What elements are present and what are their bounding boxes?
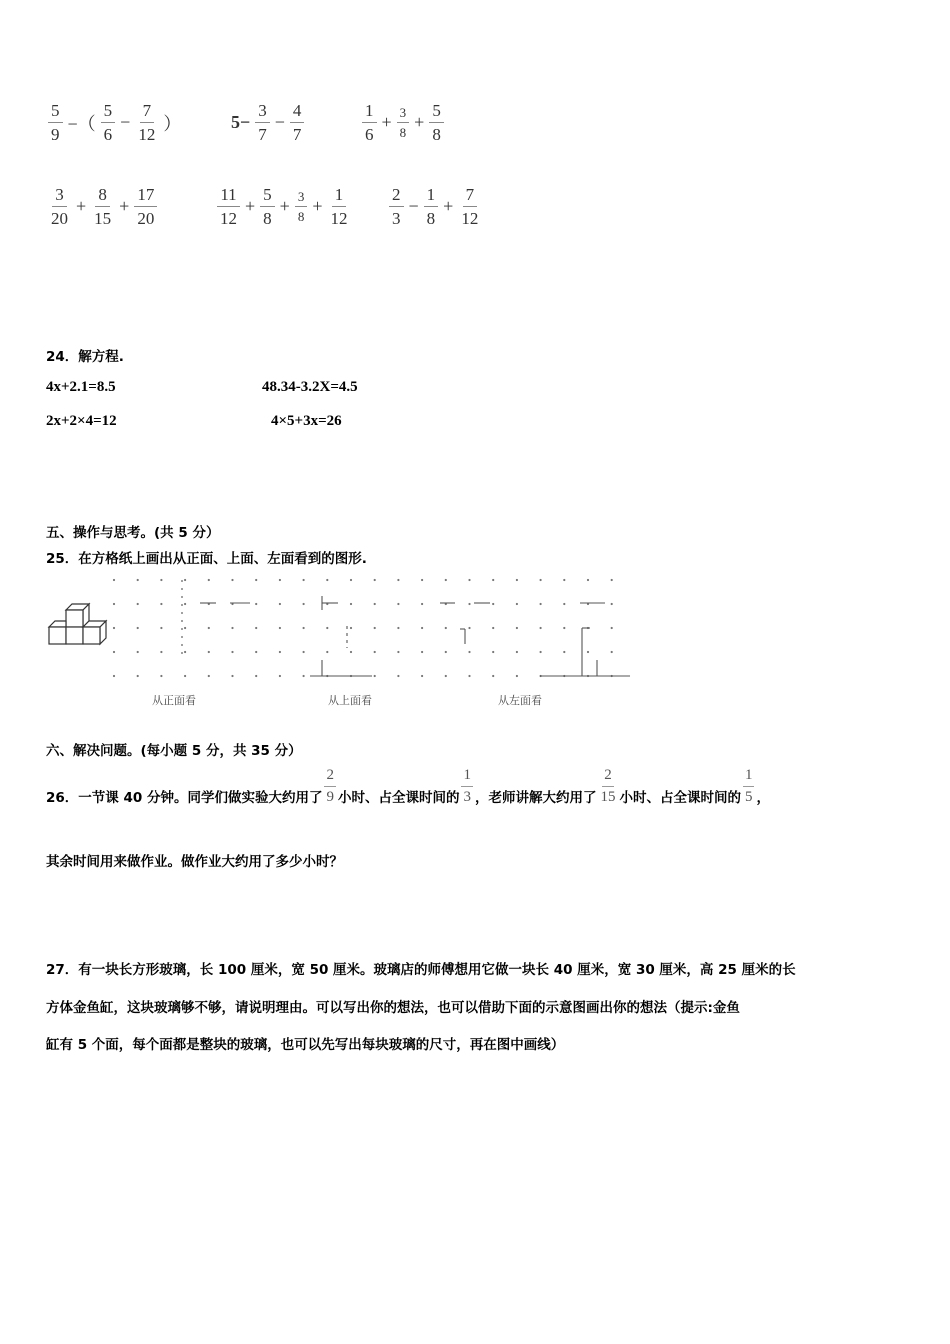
cube-stack-figure <box>46 600 108 652</box>
fraction: $\frac{5}{9}$ <box>48 102 63 143</box>
grid-dot <box>303 579 305 581</box>
grid-dot <box>160 627 162 629</box>
q27-line-1: 27．有一块长方形玻璃，长 100 厘米，宽 50 厘米。玻璃店的师傅想用它做一块长 40 厘米，宽 30 厘米，高 25 厘米的长 <box>46 962 796 978</box>
calc-expression-4: $\frac{3}{20}$ + $\frac{8}{15}$ + $\frac{17}{20}$ <box>46 186 159 227</box>
calc-expression-5: $\frac{11}{12}$ + $\frac{5}{8}$ + $\frac{3}{8}$ + $\frac{1}{12}$ <box>215 186 352 227</box>
grid-dot <box>326 651 328 653</box>
grid-dot <box>255 579 257 581</box>
q24-title: 24．解方程. <box>46 349 124 365</box>
section-5-title: 五、操作与思考。(共 5 分） <box>46 525 220 541</box>
grid-dot <box>208 579 210 581</box>
grid-dot <box>160 579 162 581</box>
grid-dot <box>113 675 115 677</box>
grid-dot <box>492 579 494 581</box>
grid-dot <box>397 627 399 629</box>
grid-dot <box>184 603 186 605</box>
section-6-title: 六、解决问题。(每小题 5 分，共 35 分） <box>46 743 302 759</box>
fraction: $\frac{3}{8}$ <box>397 106 410 139</box>
q26-line-2: 其余时间用来做作业。做作业大约用了多少小时？ <box>46 854 343 870</box>
grid-dot <box>184 651 186 653</box>
grid-dot <box>279 675 281 677</box>
q27-line-3: 缸有 5 个面，每个面都是整块的玻璃，也可以先写出每块玻璃的尺寸，再在图中画线） <box>46 1037 565 1053</box>
fraction: $\frac{11}{12}$ <box>217 186 240 227</box>
grid-dot <box>184 627 186 629</box>
grid-dot <box>421 579 423 581</box>
calc-expression-1: $\frac{5}{9}$ −（ $\frac{5}{6}$ − $\frac{7}{12}$ ） <box>46 102 184 143</box>
grid-dot <box>611 579 613 581</box>
fraction: $\frac{1}{3}$ <box>463 766 471 805</box>
fraction: $\frac{5}{8}$ <box>260 186 275 227</box>
fraction: $\frac{17}{20}$ <box>134 186 157 227</box>
grid-dot <box>492 627 494 629</box>
grid-dot <box>374 627 376 629</box>
grid-dot <box>563 651 565 653</box>
grid-dot <box>421 627 423 629</box>
fraction: $\frac{3}{7}$ <box>255 102 270 143</box>
grid-dot <box>350 627 352 629</box>
grid-dot <box>137 579 139 581</box>
grid-dot <box>468 627 470 629</box>
grid-dot <box>468 675 470 677</box>
grid-dot <box>516 651 518 653</box>
equation-4: 4×5+3x=26 <box>271 413 342 429</box>
grid-dot <box>231 675 233 677</box>
equation-2: 48.34-3.2X=4.5 <box>262 379 358 395</box>
grid-dot <box>303 675 305 677</box>
grid-dot <box>137 603 139 605</box>
fraction: $\frac{2}{9}$ <box>326 766 334 805</box>
grid-dot <box>397 579 399 581</box>
grid-dot <box>587 579 589 581</box>
fraction: $\frac{3}{20}$ <box>51 185 68 228</box>
fraction: $\frac{5}{6}$ <box>101 102 116 143</box>
grid-dot <box>160 675 162 677</box>
grid-dot <box>445 579 447 581</box>
grid-dot <box>445 651 447 653</box>
grid-dot <box>137 675 139 677</box>
grid-dot <box>303 651 305 653</box>
calc-expression-2: 5− $\frac{3}{7}$ − $\frac{4}{7}$ <box>228 102 306 143</box>
grid-dot <box>326 579 328 581</box>
grid-dot <box>113 627 115 629</box>
fraction: $\frac{3}{8}$ <box>295 190 308 223</box>
fraction: $\frac{7}{12}$ <box>138 101 156 144</box>
grid-dot <box>516 627 518 629</box>
grid-dot <box>516 675 518 677</box>
grid-dot <box>492 675 494 677</box>
grid-dot <box>350 579 352 581</box>
grid-dot <box>113 603 115 605</box>
grid-dot <box>611 603 613 605</box>
grid-dot <box>492 603 494 605</box>
grid-dot <box>184 675 186 677</box>
equation-3: 2x+2×4=12 <box>46 413 117 429</box>
grid-dot <box>563 627 565 629</box>
grid-dot <box>563 603 565 605</box>
grid-dot <box>540 651 542 653</box>
grid-dot <box>421 675 423 677</box>
grid-dot <box>374 651 376 653</box>
grid-dot <box>137 651 139 653</box>
grid-dot <box>326 627 328 629</box>
grid-dot <box>113 579 115 581</box>
fraction: $\frac{1}{8}$ <box>424 186 439 227</box>
grid-dot <box>231 627 233 629</box>
grid-dot <box>350 603 352 605</box>
grid-dot <box>587 651 589 653</box>
grid-dot <box>231 579 233 581</box>
grid-dot <box>184 579 186 581</box>
grid-dot <box>516 603 518 605</box>
fraction: $\frac{1}{12}$ <box>330 185 348 228</box>
grid-dot <box>563 579 565 581</box>
calc-expression-3: $\frac{1}{6}$ + $\frac{3}{8}$ + $\frac{5}{8}$ <box>360 102 446 143</box>
left-view-label: 从左面看 <box>498 694 542 707</box>
calc-expression-6: $\frac{2}{3}$ − $\frac{1}{8}$ + $\frac{7}{12}$ <box>387 186 483 227</box>
equation-1: 4x+2.1=8.5 <box>46 379 116 395</box>
grid-dot <box>255 627 257 629</box>
fraction: $\frac{8}{15}$ <box>94 185 112 228</box>
grid-dot <box>255 651 257 653</box>
grid-dot <box>279 627 281 629</box>
fraction: $\frac{2}{3}$ <box>389 186 404 227</box>
grid-dot <box>374 675 376 677</box>
grid-dot <box>397 651 399 653</box>
grid-dot <box>160 651 162 653</box>
grid-dot <box>303 627 305 629</box>
grid-dot <box>540 579 542 581</box>
grid-dot <box>279 579 281 581</box>
grid-dot <box>540 603 542 605</box>
grid-dot <box>421 603 423 605</box>
q26-line-1: 26．一节课 40 分钟。同学们做实验大约用了 $\frac{2}{9}$ 小时、占全课时间的 $\frac{1}{3}$ ，老师讲解大约用了 $\frac{2}{15}$ 小时、占全课时间的 $\frac{1}{5}$ ， <box>46 766 770 806</box>
grid-dot <box>468 603 470 605</box>
grid-dot <box>468 579 470 581</box>
dotted-grid-paper <box>110 576 634 682</box>
fraction: $\frac{4}{7}$ <box>290 102 305 143</box>
fraction: $\frac{1}{5}$ <box>744 766 753 805</box>
grid-dot <box>255 603 257 605</box>
grid-dot <box>255 675 257 677</box>
grid-dot <box>137 627 139 629</box>
grid-dot <box>445 627 447 629</box>
q25-text: 25．在方格纸上画出从正面、上面、左面看到的图形. <box>46 551 367 567</box>
fraction: $\frac{1}{6}$ <box>362 102 377 143</box>
grid-dot <box>374 603 376 605</box>
grid-dot <box>208 651 210 653</box>
grid-dot <box>208 675 210 677</box>
grid-dot <box>303 603 305 605</box>
grid-dot <box>279 651 281 653</box>
grid-dot <box>350 651 352 653</box>
grid-dot <box>374 579 376 581</box>
grid-dot <box>113 651 115 653</box>
grid-dot <box>492 651 494 653</box>
grid-dot <box>611 651 613 653</box>
grid-dot <box>445 675 447 677</box>
top-view-label: 从上面看 <box>328 694 372 707</box>
front-view-label: 从正面看 <box>152 694 196 707</box>
grid-dot <box>279 603 281 605</box>
grid-dot <box>231 651 233 653</box>
q27-line-2: 方体金鱼缸，这块玻璃够不够，请说明理由。可以写出你的想法，也可以借助下面的示意图画出你的想法（提示:金鱼 <box>46 1000 740 1016</box>
grid-dot <box>516 579 518 581</box>
grid-dot <box>421 651 423 653</box>
fraction: $\frac{2}{15}$ <box>600 766 616 805</box>
grid-dot <box>468 651 470 653</box>
grid-dot <box>540 627 542 629</box>
grid-dot <box>208 627 210 629</box>
grid-dot <box>397 675 399 677</box>
grid-dot <box>611 627 613 629</box>
grid-dot <box>397 603 399 605</box>
fraction: $\frac{5}{8}$ <box>429 102 444 143</box>
fraction: $\frac{7}{12}$ <box>461 185 479 228</box>
grid-dot <box>160 603 162 605</box>
